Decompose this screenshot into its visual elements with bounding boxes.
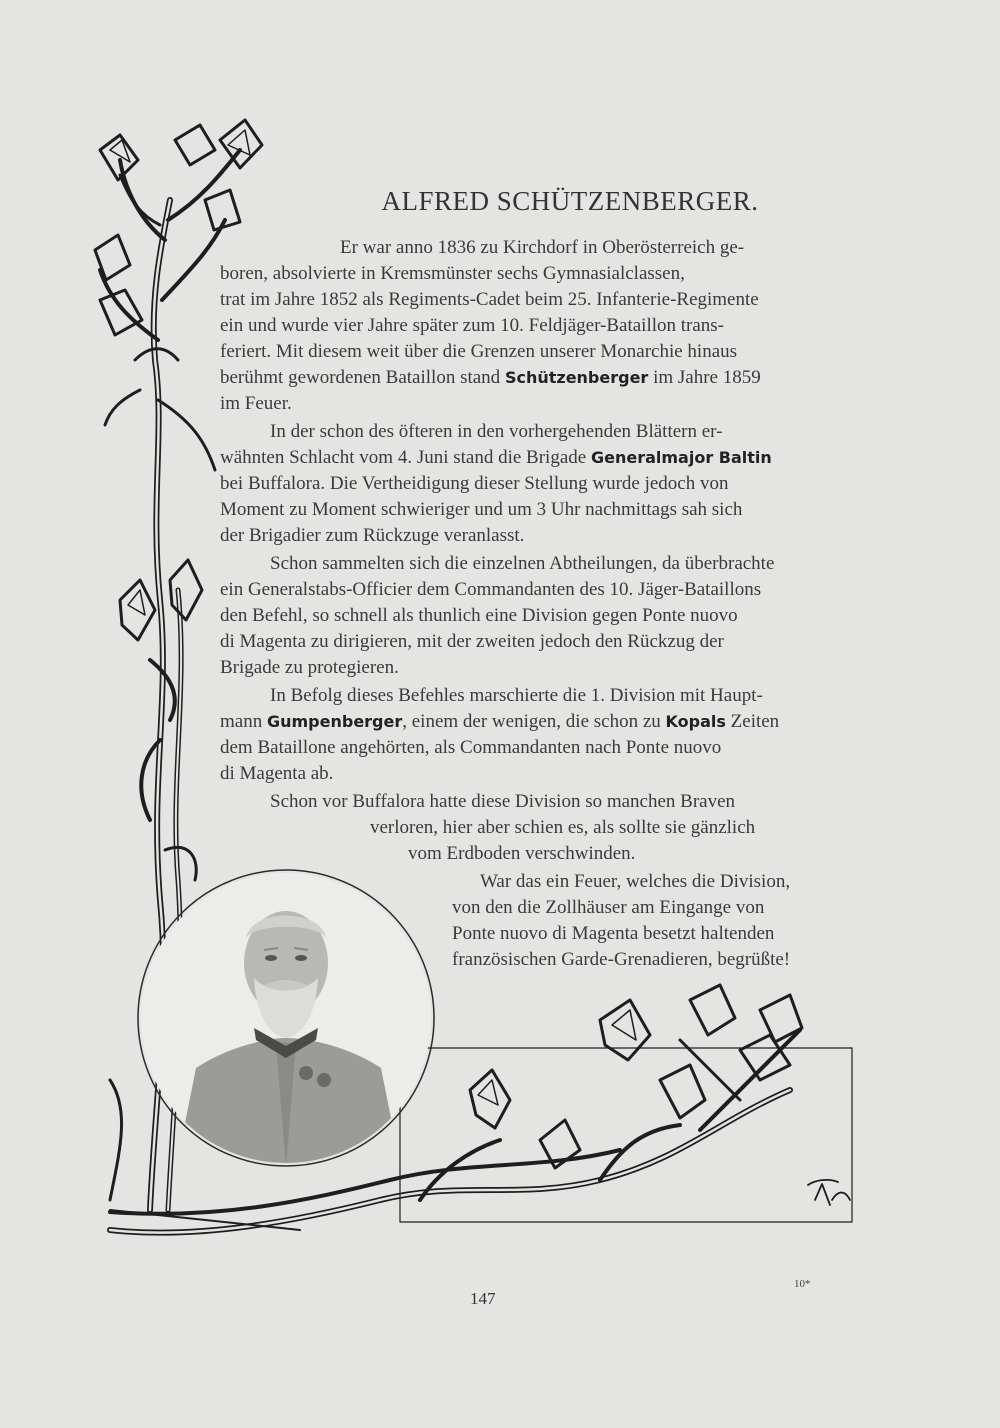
text-segment: Schon sammelten sich die einzelnen Abtheilungen, da überbrachte bbox=[270, 553, 775, 574]
text-line bbox=[370, 816, 840, 840]
page-number: 147 bbox=[470, 1289, 496, 1308]
emphasized-name: Kopals bbox=[665, 712, 726, 731]
text-line bbox=[220, 446, 840, 470]
text-segment: feriert. Mit diesem weit über die Grenzen unserer Monarchie hinaus bbox=[220, 341, 738, 362]
text-line bbox=[220, 392, 420, 416]
text-line bbox=[220, 366, 840, 390]
text-line bbox=[270, 552, 840, 576]
text-segment: der Brigadier zum Rückzuge veranlasst. bbox=[220, 525, 525, 546]
text-line bbox=[220, 288, 840, 312]
emphasized-name: Gumpenberger bbox=[266, 712, 403, 731]
text-line bbox=[220, 604, 840, 628]
text-segment: War das ein Feuer, welches die Division, bbox=[480, 871, 791, 892]
text-line bbox=[220, 656, 490, 680]
text-line bbox=[408, 842, 668, 866]
text-segment: Zeiten bbox=[725, 711, 780, 732]
text-segment: den Befehl, so schnell als thunlich eine Division gegen Ponte nuovo bbox=[220, 605, 738, 626]
text-line bbox=[452, 948, 840, 972]
text-line bbox=[452, 922, 840, 946]
signature-mark: 10* bbox=[794, 1278, 811, 1290]
text-line bbox=[270, 684, 840, 708]
text-segment: im Jahre 1859 bbox=[648, 367, 761, 388]
text-line bbox=[220, 498, 840, 522]
text-segment: französischen Garde-Grenadieren, begrüßte! bbox=[452, 949, 791, 970]
text-line bbox=[452, 896, 840, 920]
text-segment: trat im Jahre 1852 als Regiments-Cadet beim 25. Infanterie-Regimente bbox=[220, 289, 759, 310]
text-segment: berühmt gewordenen Bataillon stand bbox=[220, 367, 505, 388]
text-line bbox=[220, 630, 840, 654]
text-segment: bei Buffalora. Die Vertheidigung dieser Stellung wurde jedoch von bbox=[220, 473, 729, 494]
text-segment: Er war anno 1836 zu Kirchdorf in Oberösterreich ge- bbox=[340, 237, 745, 258]
emphasized-name: Schützenberger bbox=[504, 368, 649, 387]
text-segment: ein und wurde vier Jahre später zum 10. Feldjäger-Bataillon trans- bbox=[220, 315, 725, 336]
text-line bbox=[220, 762, 380, 786]
text-line bbox=[270, 790, 840, 814]
text-segment: , einem der wenigen, die schon zu bbox=[402, 711, 666, 732]
text-line bbox=[220, 314, 840, 338]
text-segment: von den die Zollhäuser am Eingange von bbox=[452, 897, 765, 918]
text-segment: boren, absolvierte in Kremsmünster sechs Gymnasialclassen, bbox=[220, 263, 685, 284]
text-segment: Brigade zu protegieren. bbox=[220, 657, 399, 678]
text-segment: Schon vor Buffalora hatte diese Division so manchen Braven bbox=[270, 791, 736, 812]
text-segment: mann bbox=[220, 711, 267, 732]
text-line bbox=[220, 736, 840, 760]
text-line bbox=[220, 578, 840, 602]
text-line bbox=[220, 710, 840, 734]
text-segment: In der schon des öfteren in den vorhergehenden Blättern er- bbox=[270, 421, 723, 442]
text-segment: vom Erdboden verschwinden. bbox=[408, 843, 636, 864]
text-line bbox=[220, 262, 840, 286]
text-line bbox=[220, 524, 600, 548]
text-line bbox=[340, 236, 840, 260]
article-title: ALFRED SCHÜTZENBERGER. bbox=[381, 186, 759, 216]
text-segment: im Feuer. bbox=[220, 393, 292, 414]
text-segment: Ponte nuovo di Magenta besetzt haltenden bbox=[452, 923, 775, 944]
text-line bbox=[480, 870, 840, 894]
text-line bbox=[270, 420, 840, 444]
text-segment: wähnten Schlacht vom 4. Juni stand die Brigade bbox=[220, 447, 591, 468]
text-segment: verloren, hier aber schien es, als sollte sie gänzlich bbox=[370, 817, 756, 838]
text-segment: di Magenta zu dirigieren, mit der zweiten jedoch den Rückzug der bbox=[220, 631, 724, 652]
text-segment: dem Bataillone angehörten, als Commandanten nach Ponte nuovo bbox=[220, 737, 722, 758]
text-segment: Moment zu Moment schwieriger und um 3 Uhr nachmittags sah sich bbox=[220, 499, 743, 520]
text-segment: ein Generalstabs-Officier dem Commandanten des 10. Jäger-Bataillons bbox=[220, 579, 762, 600]
emphasized-name: Generalmajor Baltin bbox=[590, 448, 772, 467]
text-line bbox=[220, 472, 840, 496]
officer-portrait-icon bbox=[136, 868, 436, 1168]
text-segment: di Magenta ab. bbox=[220, 763, 334, 784]
text-line bbox=[220, 340, 840, 364]
text-segment: In Befolg dieses Befehles marschierte die 1. Division mit Haupt- bbox=[270, 685, 763, 706]
